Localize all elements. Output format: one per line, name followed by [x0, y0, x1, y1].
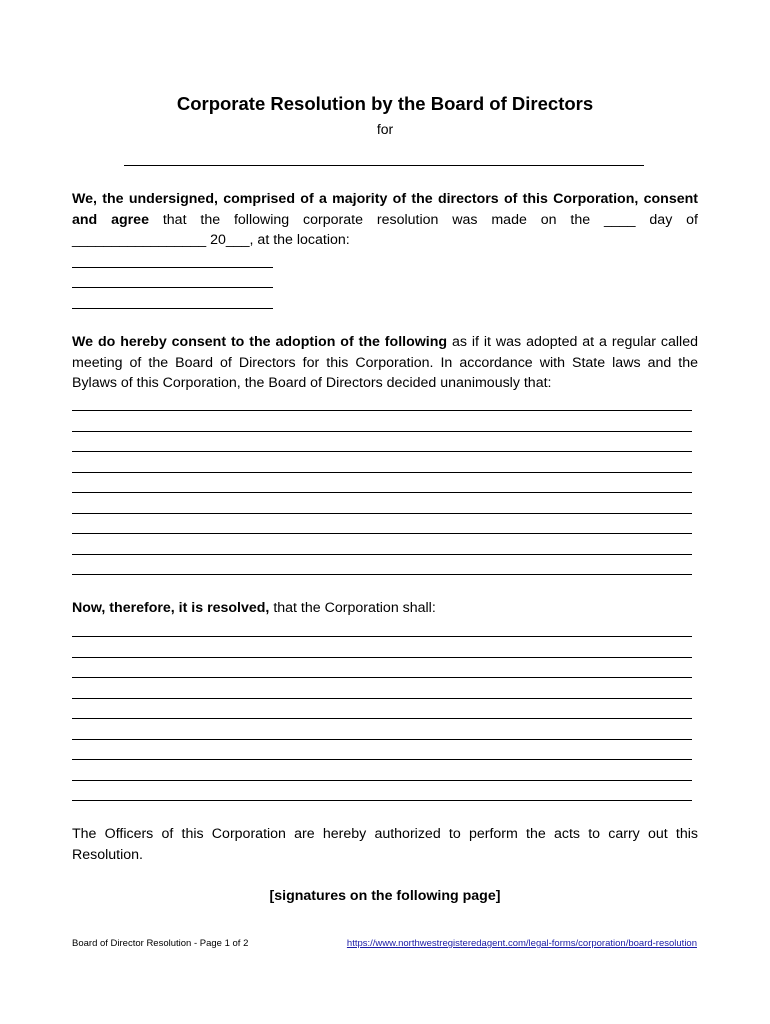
decision-line [72, 533, 692, 534]
location-line [72, 308, 273, 309]
corporation-name-line [124, 165, 644, 166]
year-blank: ___ [225, 232, 250, 248]
resolution-line [72, 800, 692, 801]
consent-paragraph [72, 189, 698, 251]
location-line [72, 287, 273, 288]
consent-text-a: that the following corporate resolution was made on the [148, 211, 604, 228]
footer-page-label: Board of Director Resolution - Page 1 of 2 [72, 938, 249, 949]
decision-line [72, 574, 692, 575]
consent-bold-text: We, the undersigned, comprised of a majority of the directors of this Corporation, consent and agree [72, 191, 698, 228]
location-line [72, 267, 273, 268]
decision-line [72, 451, 692, 452]
adoption-text: as if it was adopted at a regular called meeting of the Board of Directors for this Corporation. In accordance with State laws and the Bylaws of this Corporation, the Board of Directors decided unanimously that: [72, 334, 698, 391]
officers-paragraph [72, 824, 698, 865]
consent-text-c: 20 [206, 232, 226, 248]
resolution-line [72, 780, 692, 781]
resolved-paragraph [72, 598, 698, 619]
decision-line [72, 513, 692, 514]
resolution-line [72, 759, 692, 760]
adoption-paragraph [72, 332, 698, 394]
officers-text: The Officers of this Corporation are hereby authorized to perform the acts to carry out this Resolution. [72, 826, 698, 863]
resolution-line [72, 718, 692, 719]
month-blank: _________________ [72, 232, 207, 248]
resolution-line [72, 698, 692, 699]
decision-line [72, 431, 692, 432]
signatures-note: [signatures on the following page] [269, 888, 501, 904]
resolved-text: that the Corporation shall: [269, 600, 436, 616]
footer-link[interactable]: https://www.northwestregisteredagent.com/legal-forms/corporation/board-resolution [346, 938, 697, 949]
consent-text-b: day of [635, 211, 699, 228]
decision-line [72, 410, 692, 411]
day-blank: ____ [603, 211, 636, 228]
consent-text-d: , at the location: [249, 232, 350, 248]
decision-line [72, 554, 692, 555]
resolution-line [72, 677, 692, 678]
document-title: Corporate Resolution by the Board of Directors [176, 93, 594, 114]
adoption-bold-text: We do hereby consent to the adoption of the following [72, 334, 448, 350]
decision-line [72, 492, 692, 493]
resolution-line [72, 657, 692, 658]
document-subtitle: for [376, 121, 394, 137]
resolution-line [72, 636, 692, 637]
resolution-line [72, 739, 692, 740]
resolved-bold-text: Now, therefore, it is resolved, [72, 600, 270, 616]
decision-line [72, 472, 692, 473]
